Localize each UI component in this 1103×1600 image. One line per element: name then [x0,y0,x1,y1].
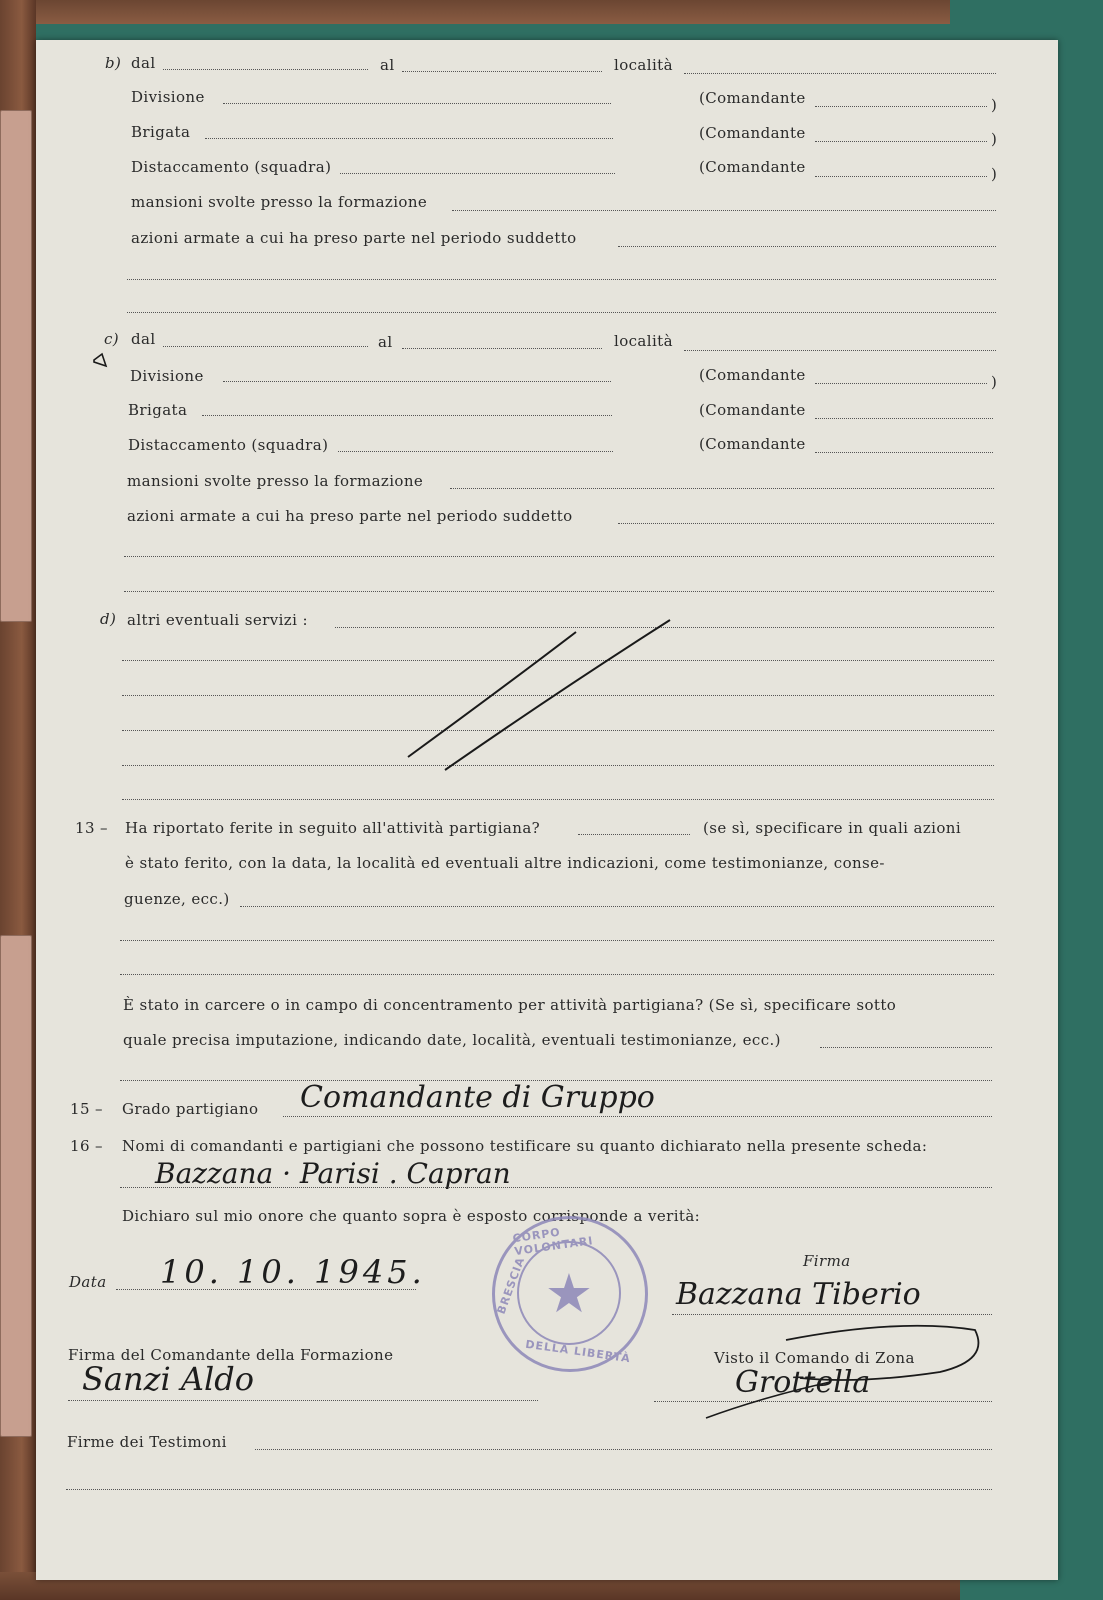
c-comandante-3-label: (Comandante [699,435,806,453]
b-azioni-label: azioni armate a cui ha preso parte nel periodo suddetto [131,229,577,247]
q13-field-3[interactable] [120,974,994,975]
b-divisione-label: Divisione [131,88,205,106]
b-azioni-field[interactable] [618,246,996,247]
c-distaccamento-label: Distaccamento (squadra) [128,436,329,454]
b-distaccamento-field[interactable] [340,173,615,174]
c-azioni-field[interactable] [618,523,994,524]
b-divisione-field[interactable] [223,103,611,104]
d-line-3[interactable] [122,695,994,696]
d-altri-servizi-label: altri eventuali servizi : [127,611,308,629]
grado-handwriting: Comandante di Gruppo [300,1080,655,1115]
data-label: Data [69,1273,107,1291]
section-c-label: c) [104,330,120,348]
c-azioni-line-2[interactable] [124,556,994,557]
q13-answer-field[interactable] [578,834,690,835]
c-comandante-2-field[interactable] [815,418,993,419]
b-mansioni-field[interactable] [452,210,996,211]
q16-label: Nomi di comandanti e partigiani che possono testificare su quanto dichiarato nella presente scheda: [122,1137,928,1155]
b-dal-field[interactable] [163,69,368,70]
q14-line-1: È stato in carcere o in campo di concentramento per attività partigiana? (Se sì, specificare sotto [123,996,897,1014]
b-al-field[interactable] [402,71,602,72]
section-b-label: b) [105,54,122,72]
q13-line-3: guenze, ecc.) [124,890,230,908]
d-altri-servizi-field[interactable] [335,627,994,628]
nomi-handwriting: Bazzana · Parisi . Capran [155,1157,511,1190]
b-azioni-line-3[interactable] [127,312,996,313]
table-edge-top [0,0,950,24]
testimoni-field-1[interactable] [255,1449,992,1450]
b-distaccamento-label: Distaccamento (squadra) [131,158,332,176]
binder-clip-upper [0,110,32,622]
firma-label: Firma [803,1252,851,1270]
testimoni-field-2[interactable] [66,1489,992,1490]
q15-field[interactable] [283,1116,992,1117]
firma-comandante-label: Firma del Comandante della Formazione [68,1346,394,1364]
q13-question: Ha riportato ferite in seguito all'attività partigiana? [125,819,541,837]
b-localita-label: località [614,56,673,74]
b-azioni-line-2[interactable] [127,279,996,280]
d-line-4[interactable] [122,730,994,731]
c-comandante-2-label: (Comandante [699,401,806,419]
c-azioni-label: azioni armate a cui ha preso parte nel periodo suddetto [127,507,573,525]
binder-clip-lower [0,935,32,1437]
stamp-text-bottom: DELLA LIBERTÀ [524,1337,632,1366]
c-localita-field[interactable] [684,350,996,351]
firma-handwriting: Bazzana Tiberio [676,1277,921,1312]
q14-field-1[interactable] [820,1047,992,1048]
d-line-5[interactable] [122,765,994,766]
c-dal-label: dal [131,330,156,348]
q15-label: Grado partigiano [122,1100,259,1118]
c-mansioni-field[interactable] [450,488,994,489]
c-mansioni-label: mansioni svolte presso la formazione [127,472,424,490]
paren: ) [991,130,998,148]
c-azioni-line-3[interactable] [124,591,994,592]
paren: ) [991,96,998,114]
d-line-2[interactable] [122,660,994,661]
q13-field-1[interactable] [240,906,994,907]
b-localita-field[interactable] [684,73,996,74]
b-al-label: al [380,56,395,74]
stamp-text-top: CORPO VOLONTARI [511,1225,595,1259]
c-brigata-field[interactable] [202,415,612,416]
q13-number: 13 – [75,819,108,837]
firme-testimoni-label: Firme dei Testimoni [67,1433,227,1451]
b-mansioni-label: mansioni svolte presso la formazione [131,193,428,211]
visto-handwriting: Grottella [735,1365,871,1400]
section-d-label: d) [100,610,117,628]
b-comandante-1-field[interactable] [815,106,987,107]
firma-field[interactable] [672,1314,992,1315]
partisan-stamp [492,1216,648,1372]
b-comandante-3-field[interactable] [815,176,987,177]
c-localita-label: località [614,332,673,350]
b-comandante-2-field[interactable] [815,141,987,142]
b-brigata-field[interactable] [205,138,613,139]
q13-line-2: è stato ferito, con la data, la località ed eventuali altre indicazioni, come testimonianze, conse- [125,854,885,872]
declaration: Dichiaro sul mio onore che quanto sopra è esposto corrisponde a verità: [122,1207,701,1225]
q14-line-2: quale precisa imputazione, indicando date, località, eventuali testimonianze, ecc.) [123,1031,781,1049]
d-line-6[interactable] [122,799,994,800]
c-comandante-3-field[interactable] [815,452,993,453]
c-brigata-label: Brigata [128,401,188,419]
c-comandante-1-field[interactable] [815,383,987,384]
c-divisione-label: Divisione [130,367,204,385]
b-comandante-3-label: (Comandante [699,158,806,176]
c-comandante-1-label: (Comandante [699,366,806,384]
paren: ) [991,165,998,183]
c-divisione-field[interactable] [223,381,611,382]
c-dal-field[interactable] [163,346,368,347]
data-handwriting: 10. 10. 1945. [160,1253,426,1291]
b-comandante-2-label: (Comandante [699,124,806,142]
c-al-field[interactable] [402,348,602,349]
q16-number: 16 – [70,1137,103,1155]
c-distaccamento-field[interactable] [338,451,613,452]
q13-field-2[interactable] [120,940,994,941]
b-brigata-label: Brigata [131,123,191,141]
b-comandante-1-label: (Comandante [699,89,806,107]
firma-comandante-handwriting: Sanzi Aldo [82,1360,254,1398]
visto-comando-label: Visto il Comando di Zona [714,1349,915,1367]
stamp-text-side: BRESCIA [494,1255,528,1316]
c-al-label: al [378,333,393,351]
b-dal-label: dal [131,54,156,72]
star-icon: ★ [544,1261,594,1325]
paren: ) [991,373,998,391]
q15-number: 15 – [70,1100,103,1118]
firma-comandante-field[interactable] [68,1400,538,1401]
stamp-inner-ring [517,1241,621,1345]
visto-comando-field[interactable] [654,1401,992,1402]
q13-question-cont: (se sì, specificare in quali azioni [703,819,962,837]
